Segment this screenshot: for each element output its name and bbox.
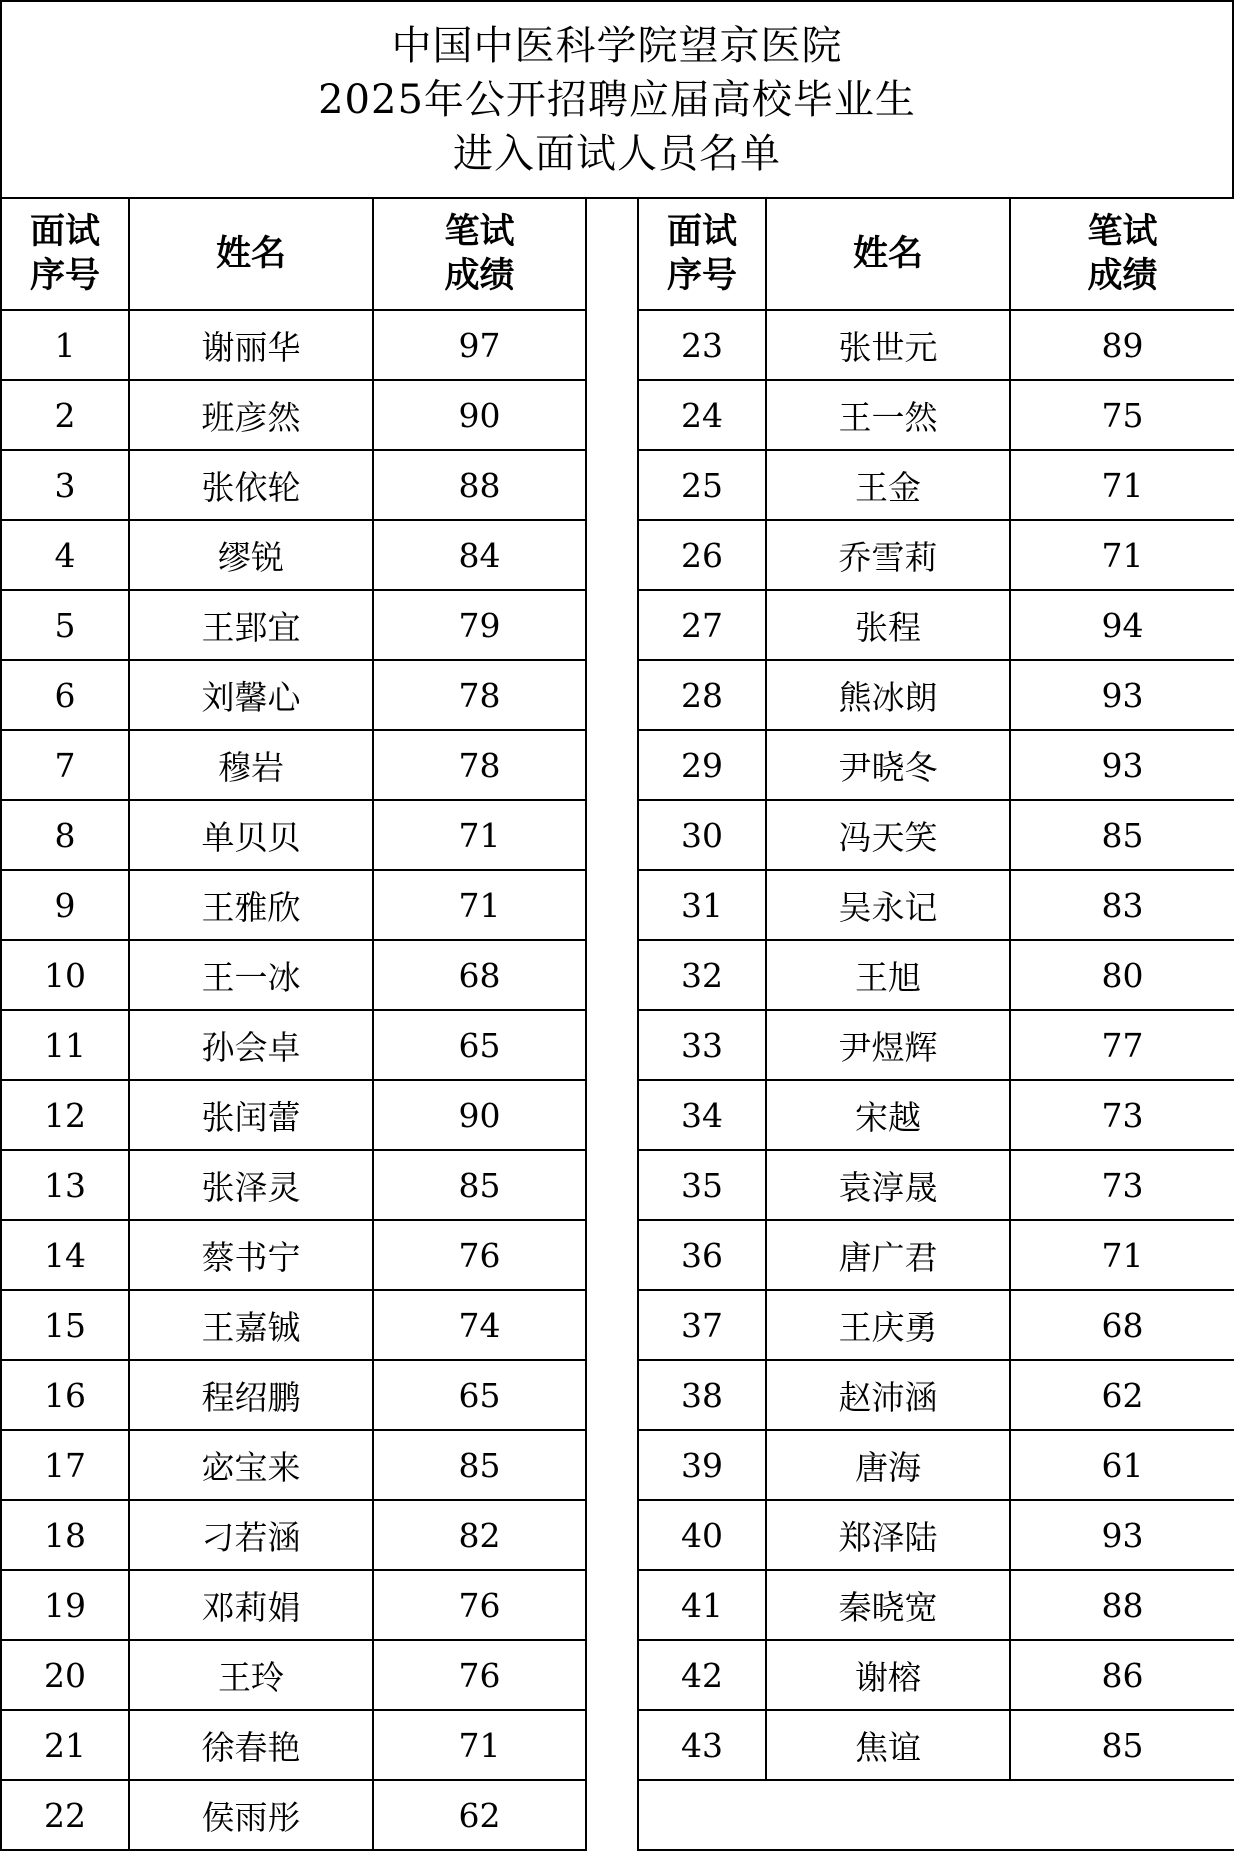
score-cell: 71: [1010, 450, 1234, 520]
score-cell: 84: [373, 520, 586, 590]
seq-cell: 9: [1, 870, 129, 940]
table-row: [1, 1220, 586, 1290]
seq-cell: 11: [1, 1010, 129, 1080]
name-cell: 缪锐: [129, 520, 373, 590]
score-cell: 78: [373, 730, 586, 800]
seq-cell: 17: [1, 1430, 129, 1500]
name-cell: 刁若涵: [129, 1500, 373, 1570]
score-cell: 77: [1010, 1010, 1234, 1080]
score-cell: 73: [1010, 1080, 1234, 1150]
table-row: [1, 870, 586, 940]
seq-cell: 39: [638, 1430, 766, 1500]
seq-cell: 29: [638, 730, 766, 800]
name-cell: 邓莉娟: [129, 1570, 373, 1640]
right-table: [637, 197, 1234, 1851]
score-cell: 71: [1010, 1220, 1234, 1290]
header-seq: 面试 序号: [638, 198, 766, 310]
table-row: [1, 1010, 586, 1080]
seq-cell: 31: [638, 870, 766, 940]
header-row: [1, 198, 586, 310]
table-row: [638, 660, 1234, 730]
seq-cell: 19: [1, 1570, 129, 1640]
score-cell: 62: [1010, 1360, 1234, 1430]
title-line-1: 中国中医科学院望京医院: [391, 22, 843, 69]
seq-cell: 40: [638, 1500, 766, 1570]
name-cell: 王旭: [766, 940, 1010, 1010]
name-cell: 张程: [766, 590, 1010, 660]
seq-cell: 10: [1, 940, 129, 1010]
score-cell: 76: [373, 1570, 586, 1640]
table-row: [1, 1710, 586, 1780]
table-row: [638, 1010, 1234, 1080]
score-cell: 71: [373, 1710, 586, 1780]
table-row: [1, 730, 586, 800]
seq-cell: 21: [1, 1710, 129, 1780]
table-row: [638, 1150, 1234, 1220]
name-cell: 王郢宜: [129, 590, 373, 660]
table-row: [1, 1570, 586, 1640]
seq-cell: 35: [638, 1150, 766, 1220]
title-line-2: 2025年公开招聘应届高校毕业生: [318, 76, 916, 123]
name-cell: 张闰蕾: [129, 1080, 373, 1150]
header-score: 笔试 成绩: [1010, 198, 1234, 310]
name-cell: 秦晓宽: [766, 1570, 1010, 1640]
name-cell: 袁淳晟: [766, 1150, 1010, 1220]
table-row: [638, 940, 1234, 1010]
score-cell: 82: [373, 1500, 586, 1570]
header-score: 笔试 成绩: [373, 198, 586, 310]
seq-cell: 26: [638, 520, 766, 590]
name-cell: 焦谊: [766, 1710, 1010, 1780]
score-cell: 78: [373, 660, 586, 730]
score-cell: 74: [373, 1290, 586, 1360]
table-row: [1, 1360, 586, 1430]
table-row: [638, 800, 1234, 870]
name-cell: 张依轮: [129, 450, 373, 520]
left-table: [0, 197, 587, 1851]
name-cell: 张泽灵: [129, 1150, 373, 1220]
score-cell: 86: [1010, 1640, 1234, 1710]
seq-cell: 33: [638, 1010, 766, 1080]
seq-cell: 8: [1, 800, 129, 870]
name-cell: 王玲: [129, 1640, 373, 1710]
seq-cell: 13: [1, 1150, 129, 1220]
name-cell: 程绍鹏: [129, 1360, 373, 1430]
name-cell: 赵沛涵: [766, 1360, 1010, 1430]
name-cell: 王雅欣: [129, 870, 373, 940]
table-row: [638, 590, 1234, 660]
seq-cell: 1: [1, 310, 129, 380]
seq-cell: 38: [638, 1360, 766, 1430]
seq-cell: 12: [1, 1080, 129, 1150]
score-cell: 75: [1010, 380, 1234, 450]
score-cell: 65: [373, 1010, 586, 1080]
seq-cell: 23: [638, 310, 766, 380]
header-name: 姓名: [129, 198, 373, 310]
name-cell: 张世元: [766, 310, 1010, 380]
table-row: [1, 380, 586, 450]
table-row: [638, 1500, 1234, 1570]
seq-cell: 37: [638, 1290, 766, 1360]
seq-cell: 27: [638, 590, 766, 660]
score-cell: 85: [373, 1430, 586, 1500]
score-cell: 88: [1010, 1570, 1234, 1640]
empty-row: [638, 1780, 1234, 1850]
seq-cell: 43: [638, 1710, 766, 1780]
name-cell: 尹煜辉: [766, 1010, 1010, 1080]
seq-cell: 34: [638, 1080, 766, 1150]
seq-cell: 41: [638, 1570, 766, 1640]
seq-cell: 6: [1, 660, 129, 730]
table-row: [1, 1780, 586, 1850]
table-row: [638, 1290, 1234, 1360]
seq-cell: 18: [1, 1500, 129, 1570]
table-row: [1, 1080, 586, 1150]
score-cell: 89: [1010, 310, 1234, 380]
score-cell: 85: [373, 1150, 586, 1220]
score-cell: 79: [373, 590, 586, 660]
name-cell: 王嘉铖: [129, 1290, 373, 1360]
score-cell: 83: [1010, 870, 1234, 940]
seq-cell: 15: [1, 1290, 129, 1360]
name-cell: 谢榕: [766, 1640, 1010, 1710]
table-row: [1, 1500, 586, 1570]
table-row: [638, 380, 1234, 450]
name-cell: 王庆勇: [766, 1290, 1010, 1360]
name-cell: 刘馨心: [129, 660, 373, 730]
score-cell: 90: [373, 1080, 586, 1150]
name-cell: 宓宝来: [129, 1430, 373, 1500]
name-cell: 蔡书宁: [129, 1220, 373, 1290]
table-row: [638, 1710, 1234, 1780]
table-row: [638, 310, 1234, 380]
name-cell: 王一冰: [129, 940, 373, 1010]
score-cell: 68: [373, 940, 586, 1010]
table-row: [1, 1430, 586, 1500]
name-cell: 宋越: [766, 1080, 1010, 1150]
seq-cell: 20: [1, 1640, 129, 1710]
table-row: [1, 1290, 586, 1360]
score-cell: 76: [373, 1220, 586, 1290]
score-cell: 65: [373, 1360, 586, 1430]
table-row: [1, 590, 586, 660]
score-cell: 71: [1010, 520, 1234, 590]
table-row: [638, 1640, 1234, 1710]
name-cell: 徐春艳: [129, 1710, 373, 1780]
table-row: [1, 660, 586, 730]
name-cell: 唐海: [766, 1430, 1010, 1500]
score-cell: 88: [373, 450, 586, 520]
title-line-3: 进入面试人员名单: [453, 130, 781, 177]
seq-cell: 42: [638, 1640, 766, 1710]
header-row: [638, 198, 1234, 310]
seq-cell: 36: [638, 1220, 766, 1290]
name-cell: 孙会卓: [129, 1010, 373, 1080]
name-cell: 侯雨彤: [129, 1780, 373, 1850]
seq-cell: 28: [638, 660, 766, 730]
header-seq: 面试 序号: [1, 198, 129, 310]
table-row: [1, 800, 586, 870]
score-cell: 93: [1010, 730, 1234, 800]
score-cell: 73: [1010, 1150, 1234, 1220]
score-cell: 93: [1010, 1500, 1234, 1570]
name-cell: 乔雪莉: [766, 520, 1010, 590]
table-row: [1, 520, 586, 590]
table-row: [638, 1570, 1234, 1640]
title-block: [0, 0, 1234, 199]
seq-cell: 24: [638, 380, 766, 450]
name-cell: 王一然: [766, 380, 1010, 450]
score-cell: 68: [1010, 1290, 1234, 1360]
seq-cell: 4: [1, 520, 129, 590]
name-cell: 熊冰朗: [766, 660, 1010, 730]
name-cell: 吴永记: [766, 870, 1010, 940]
name-cell: 谢丽华: [129, 310, 373, 380]
seq-cell: 30: [638, 800, 766, 870]
table-row: [1, 1150, 586, 1220]
table-row: [1, 1640, 586, 1710]
score-cell: 80: [1010, 940, 1234, 1010]
score-cell: 85: [1010, 800, 1234, 870]
seq-cell: 25: [638, 450, 766, 520]
name-cell: 唐广君: [766, 1220, 1010, 1290]
score-cell: 61: [1010, 1430, 1234, 1500]
seq-cell: 5: [1, 590, 129, 660]
name-cell: 穆岩: [129, 730, 373, 800]
score-cell: 76: [373, 1640, 586, 1710]
seq-cell: 22: [1, 1780, 129, 1850]
seq-cell: 14: [1, 1220, 129, 1290]
seq-cell: 7: [1, 730, 129, 800]
name-cell: 王金: [766, 450, 1010, 520]
seq-cell: 32: [638, 940, 766, 1010]
table-row: [1, 450, 586, 520]
score-cell: 93: [1010, 660, 1234, 730]
score-cell: 85: [1010, 1710, 1234, 1780]
score-cell: 97: [373, 310, 586, 380]
score-cell: 71: [373, 870, 586, 940]
seq-cell: 2: [1, 380, 129, 450]
table-row: [638, 1080, 1234, 1150]
name-cell: 尹晓冬: [766, 730, 1010, 800]
table-row: [638, 1360, 1234, 1430]
table-row: [638, 520, 1234, 590]
empty-cell: [638, 1780, 1234, 1850]
name-cell: 郑泽陆: [766, 1500, 1010, 1570]
header-name: 姓名: [766, 198, 1010, 310]
name-cell: 冯天笑: [766, 800, 1010, 870]
table-row: [638, 1430, 1234, 1500]
score-cell: 94: [1010, 590, 1234, 660]
table-row: [638, 730, 1234, 800]
table-row: [638, 1220, 1234, 1290]
table-row: [1, 940, 586, 1010]
score-cell: 90: [373, 380, 586, 450]
score-cell: 71: [373, 800, 586, 870]
table-row: [638, 870, 1234, 940]
name-cell: 班彦然: [129, 380, 373, 450]
table-row: [1, 310, 586, 380]
seq-cell: 16: [1, 1360, 129, 1430]
table-row: [638, 450, 1234, 520]
seq-cell: 3: [1, 450, 129, 520]
score-cell: 62: [373, 1780, 586, 1850]
name-cell: 单贝贝: [129, 800, 373, 870]
